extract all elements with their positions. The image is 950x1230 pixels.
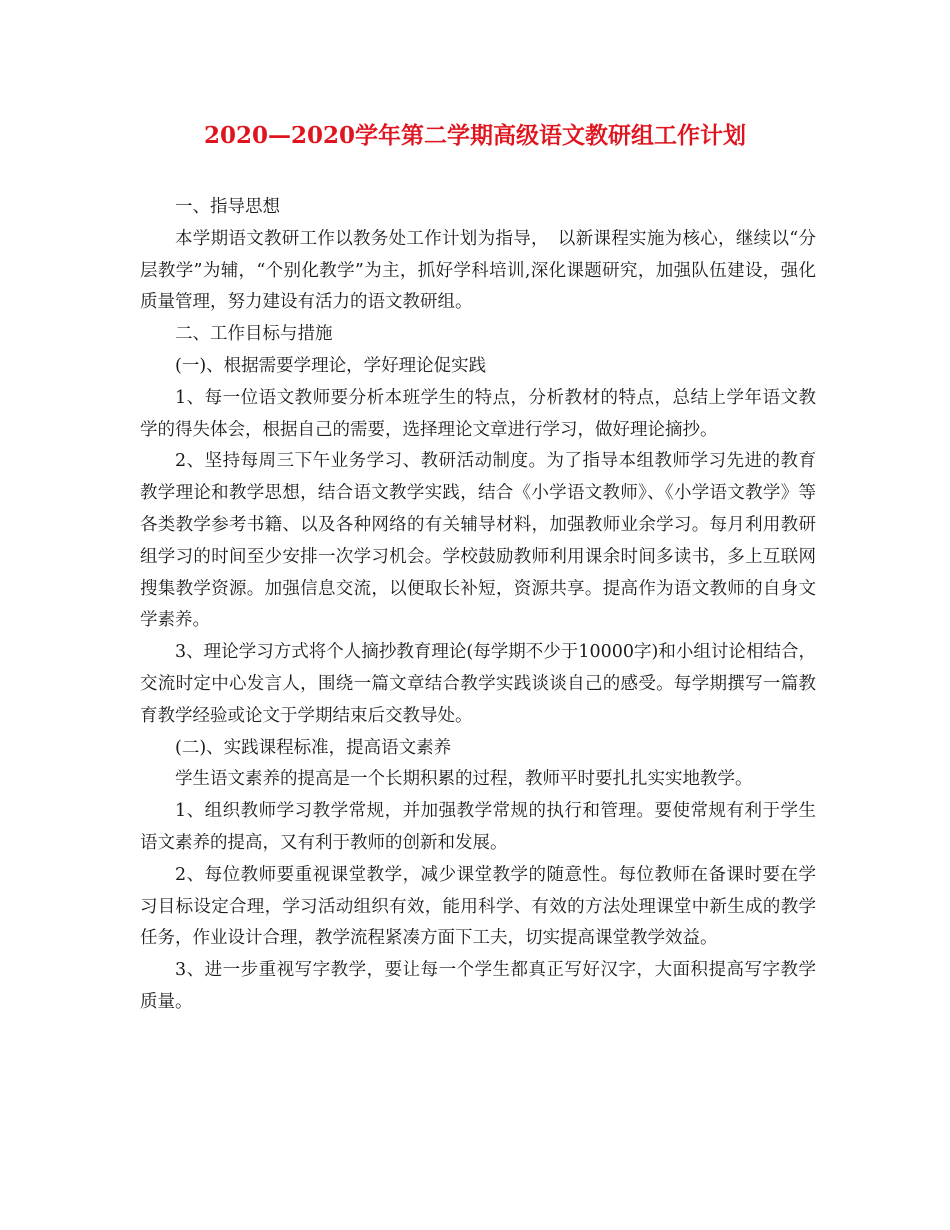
paragraph-curriculum-intro: 学生语文素养的提高是一个长期积累的过程，教师平时要扎扎实实地教学。: [175, 769, 753, 790]
paragraph-theory-2: 2、坚持每周三下午业务学习、教研活动制度。为了指导本组教师学习先进的教育教学理论和教学思想，结合语文教学实践，结合《小学语文教师》、《小学语文教学》等各类教学参考书籍、以及各种网络的有关辅导材料，加强教师业余学习。每月利用教研组学习的时间至少安排一次学习机会。学校鼓励教师利用课余时间多读书，多上互联网搜集教学资源。加强信息交流，以便取长补短，资源共享。提高作为语文教师的自身文学素养。: [140, 451, 816, 631]
paragraph-curriculum-1: 1、组织教师学习教学常规，并加强教学常规的执行和管理。要使常规有利于学生语文素养的提高，又有利于教师的创新和发展。: [140, 801, 816, 853]
paragraph-guiding-thought: 本学期语文教研工作以教务处工作计划为指导， 以新课程实施为核心，继续以“分层教学”为辅，“个别化教学”为主，抓好学科培训,深化课题研究，加强队伍建设，强化质量管理，努力建设有活力的语文教研组。: [140, 228, 816, 313]
document-title: 2020—2020学年第二学期高级语文教研组工作计划: [203, 122, 747, 149]
subsection-heading-curriculum: (二)、实践课程标准，提高语文素养: [175, 737, 452, 758]
paragraph-theory-3: 3、理论学习方式将个人摘抄教育理论(每学期不少于10000字)和小组讨论相结合，交流时定中心发言人，围绕一篇文章结合教学实践谈谈自己的感受。每学期撰写一篇教育教学经验或论文于学期结束后交教导处。: [140, 642, 816, 726]
document-body: [140, 192, 816, 1019]
paragraph-curriculum-3: 3、进一步重视写字教学，要让每一个学生都真正写好汉字，大面积提高写字教学质量。: [140, 960, 816, 1012]
section-heading-guiding-thought: 一、指导思想: [175, 197, 280, 217]
paragraph-curriculum-2: 2、每位教师要重视课堂教学，减少课堂教学的随意性。每位教师在备课时要在学习目标设定合理，学习活动组织有效，能用科学、有效的方法处理课堂中新生成的教学任务，作业设计合理，教学流程紧凑方面下工夫，切实提高课堂教学效益。: [140, 864, 816, 949]
subsection-heading-theory: (一)、根据需要学理论，学好理论促实践: [175, 355, 487, 376]
section-heading-goals-measures: 二、工作目标与措施: [175, 324, 333, 345]
paragraph-theory-1: 1、每一位语文教师要分析本班学生的特点，分析教材的特点，总结上学年语文教学的得失体会，根据自己的需要，选择理论文章进行学习，做好理论摘抄。: [140, 387, 816, 440]
